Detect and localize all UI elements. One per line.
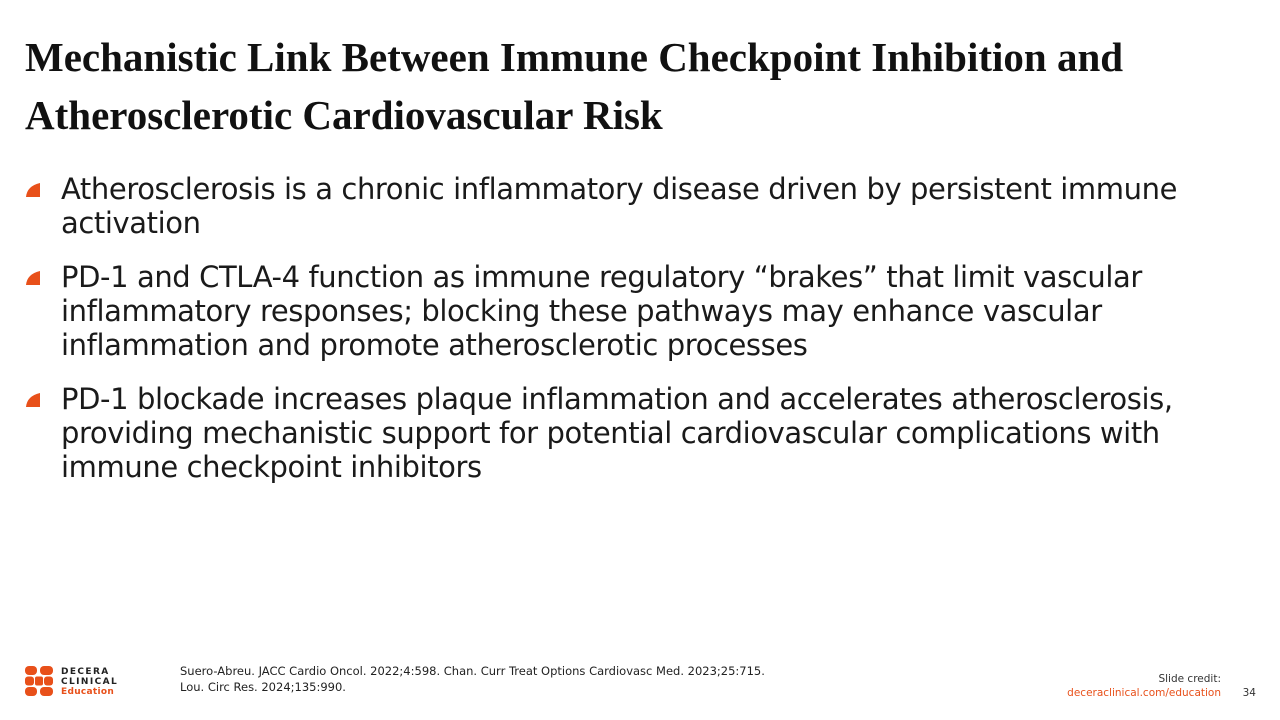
page-number: 34 <box>1242 687 1256 699</box>
bullet-list <box>25 172 1260 504</box>
logo-line-decera: DECERA <box>61 667 110 677</box>
bullet-text: Atherosclerosis is a chronic inflammatory disease driven by persistent immune activation <box>61 172 1178 240</box>
bullet-item <box>25 382 1260 484</box>
slide-credit <box>1067 672 1221 700</box>
bullet-item <box>25 172 1260 240</box>
decera-logo-icon <box>25 666 53 696</box>
logo-line-education: Education <box>61 687 115 697</box>
references <box>180 663 940 695</box>
credit-label: Slide credit: <box>1158 673 1221 685</box>
logo-line-clinical: CLINICAL <box>61 677 119 687</box>
bullet-text: PD-1 blockade increases plaque inflammation and accelerates atherosclerosis, providing mechanistic support for potential cardiovascular complications with immune checkpoint inhibitors <box>61 382 1173 484</box>
orange-wedge-bullet-icon <box>26 271 40 285</box>
slide-title: Mechanistic Link Between Immune Checkpoint Inhibition and Atherosclerotic Cardiovascular Risk <box>25 34 1124 138</box>
orange-wedge-bullet-icon <box>26 183 40 197</box>
bullet-item <box>25 260 1260 362</box>
credit-link[interactable]: deceraclinical.com/education <box>1067 687 1221 699</box>
orange-wedge-bullet-icon <box>26 393 40 407</box>
bullet-text: PD-1 and CTLA-4 function as immune regulatory “brakes” that limit vascular inflammatory responses; blocking these pathways may enhance vascular inflammation and promote atherosclerotic processes <box>61 260 1142 362</box>
reference-line: Lou. Circ Res. 2024;135:990. <box>180 680 346 694</box>
logo-wordmark <box>61 667 118 697</box>
decera-logo <box>25 666 135 698</box>
reference-line: Suero-Abreu. JACC Cardio Oncol. 2022;4:598. Chan. Curr Treat Options Cardiovasc Med. 2023;25:715. <box>180 664 765 678</box>
